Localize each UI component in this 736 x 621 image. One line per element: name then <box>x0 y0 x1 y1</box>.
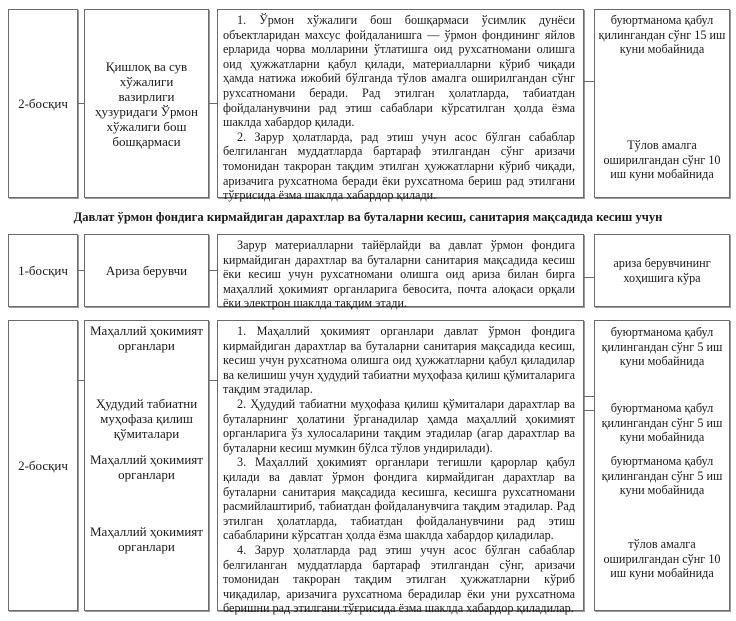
section3-term-2: буюртманома қабул қилингандан сўнг 5 иш куни мобайнида <box>601 401 723 445</box>
section1-term-box <box>594 9 730 198</box>
section3-step-3: 3. Маҳаллий ҳокимият органлари тегишли қарорлар қабул қилади ва давлат ўрмон фондига кирмайдиган дарахтлар ва буталарни санитария мақсадида кесишга, кесишга рухсатномани расмийлаштириб, табиатдан фойдаланувчига тақдим этадилар. Рад этилган ҳолатларда, табиатдан фойдаланувчини рад этиш сабабларини кўрсатган ҳолда ёзма шаклда хабардор қиладилар. <box>223 455 575 543</box>
section2-stage-label: 1-босқич <box>18 263 68 278</box>
section3-actor-2: Ҳудудий табиатни муҳофаза қилиш қўмиталари <box>95 396 198 441</box>
section3-step-2: 2. Ҳудудий табиатни муҳофаза қилиш қўмиталари дарахтлар ва буталарнинг ҳолатини ўрганадилар ҳамда маҳаллий ҳокимият органларига ўз хулосаларини тақдим этадилар (агар дарахтлар ва буталарни кесиш мумкин бўлса тўлов ундирилади). <box>223 396 575 455</box>
section3-term-1: буюртманома қабул қилингандан сўнг 5 иш куни мобайнида <box>601 325 723 369</box>
section-heading: Давлат ўрмон фондига кирмайдиган дарахтлар ва буталарни кесиш, санитария мақсадида кесиш учун <box>73 210 663 224</box>
section2-actor-label: Ариза берувчи <box>105 263 188 278</box>
section3-description-box <box>217 320 584 616</box>
section3-term-box <box>594 320 730 611</box>
section3-term-3: буюртманома қабул қилингандан сўнг 5 иш куни мобайнида <box>601 454 723 498</box>
section2-term-box <box>594 234 730 307</box>
section1-term-2: Тўлов амалга оширилгандан сўнг 10 иш куни мобайнида <box>603 138 721 182</box>
section1-step-1: 1. Ўрмон хўжалиги бош бошқармаси ўсимлик дунёси объектларидан махсус фойдаланишга — ўрмон фондининг яйлов ерларида чорва молларини ўтлатишга оид рухсатномани олишга оид ҳужжатларни қабул қилади, материалларни кўриб чиқади ҳамда натижа ижобий бўлганда тўлов амалга оширилгандан сўнг рухсатномани беради. Рад этилган ҳолатларда, табиатдан фойдаланувчини рад этиш сабаблари кўрсатилган ҳолда ёзма шаклда хабардор қилади. <box>223 13 575 130</box>
section1-stage-box <box>8 9 78 198</box>
section3-actor-4: Маҳаллий ҳокимият органлари <box>90 524 203 554</box>
section2-description-box <box>217 234 584 311</box>
section3-stage-label: 2-босқич <box>18 458 68 473</box>
section3-actor-box <box>84 320 209 611</box>
section1-term-1: буюртманома қабул қилингандан сўнг 15 иш куни мобайнида <box>598 13 726 57</box>
section3-step-4: 4. Зарур ҳолатларда рад этиш учун асос бўлган сабаблар белгиланган муддатларда бартараф этилгандан сўнг, аризачи томонидан такроран тақдим этилган ҳужжатларни кўриб чиқадилар, аризачига рухсатнома берадилар ёки уни рухсатнома беришни рад этилгани тўғрисида ёзма шаклда хабардор қиладилар. <box>223 542 575 616</box>
section3-term-4: тўлов амалга оширилгандан сўнг 10 иш куни мобайнида <box>603 537 721 581</box>
section2-actor-box <box>84 234 209 307</box>
section1-actor-box <box>84 9 209 198</box>
section1-stage-label: 2-босқич <box>18 96 68 111</box>
section2-step-1: Зарур материалларни тайёрлайди ва давлат ўрмон фондига кирмайдиган дарахтлар ва буталарни санитария мақсадида кесиш ёки кесиш учун рухсатномани олишга оид ариза билан бирга маҳаллий ҳокимият органларига бевосита, почта алоқаси орқали ёки электрон шаклда тақдим этади. <box>223 238 575 311</box>
section1-actor-label: Қишлоқ ва сув хўжалиги вазирлиги ҳузуридаги Ўрмон хўжалиги бош бошқармаси <box>95 58 198 149</box>
section3-actor-1: Маҳаллий ҳокимият органлари <box>90 323 203 353</box>
section3-step-1: 1. Маҳаллий ҳокимият органлари давлат ўрмон фондига кирмайдиган дарахтлар ва буталарни санитария мақсадида кесиш, кесиш учун рухсатнома олишга оид ҳужжатларни қабул қиладилар ва келишиш учун ҳудудий табиатни муҳофаза қилиш қўмиталарига тақдим этадилар. <box>223 324 575 397</box>
section3-actor-3: Маҳаллий ҳокимият органлари <box>90 452 203 482</box>
section2-stage-box <box>8 234 78 307</box>
section1-description-box <box>217 9 584 203</box>
section3-stage-box <box>8 320 78 611</box>
section1-step-2: 2. Зарур ҳолатларда, рад этиш учун асос бўлган сабаблар белгиланган муддатларда бартараф этилгандан сўнг аризачи томонидан такроран тақдим этилган ҳужжатларни кўриб чиқади, аризачига рухсатнома беради ёки рухсатнома бериш рад этилгани тўғрисида ёзма шаклда хабардор қилади. <box>223 129 575 203</box>
section2-term-1: ариза берувчининг хоҳишига кўра <box>613 255 711 285</box>
